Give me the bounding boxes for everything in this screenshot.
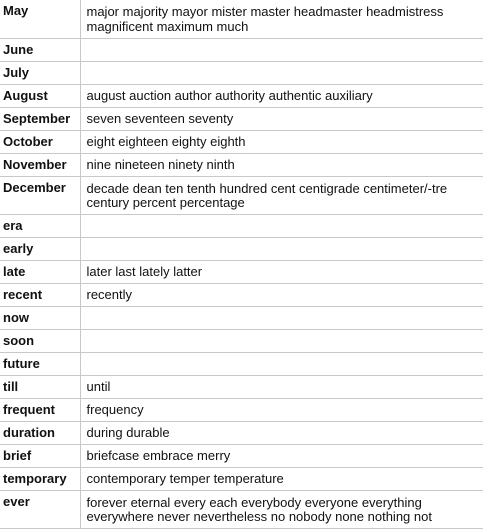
table-row (0, 467, 483, 490)
related-words-cell: recently (80, 283, 483, 306)
related-words-cell: forever eternal every each everybody everyone everything everywhere never nevertheless no nobody none nothing not (80, 490, 483, 528)
term-cell: till (0, 375, 80, 398)
term-cell: July (0, 61, 80, 84)
table-row (0, 237, 483, 260)
term-cell: soon (0, 329, 80, 352)
related-words-cell (80, 214, 483, 237)
table-row (0, 421, 483, 444)
related-words-cell (80, 352, 483, 375)
table-row (0, 214, 483, 237)
term-cell: June (0, 38, 80, 61)
related-words-cell: august auction author authority authentic auxiliary (80, 84, 483, 107)
table-row (0, 260, 483, 283)
term-cell: December (0, 176, 80, 214)
related-words-cell: eight eighteen eighty eighth (80, 130, 483, 153)
term-cell: era (0, 214, 80, 237)
term-cell: late (0, 260, 80, 283)
related-words-cell: frequency (80, 398, 483, 421)
table-row (0, 375, 483, 398)
term-cell: future (0, 352, 80, 375)
related-words-cell: contemporary temper temperature (80, 467, 483, 490)
related-words-cell: during durable (80, 421, 483, 444)
table-row (0, 176, 483, 214)
table-row (0, 444, 483, 467)
related-words-cell: seven seventeen seventy (80, 107, 483, 130)
table-row (0, 0, 483, 38)
related-words-cell (80, 306, 483, 329)
table-row (0, 398, 483, 421)
term-cell: frequent (0, 398, 80, 421)
table-row (0, 107, 483, 130)
term-cell: May (0, 0, 80, 38)
term-cell: August (0, 84, 80, 107)
related-words-cell (80, 38, 483, 61)
table-row (0, 306, 483, 329)
term-cell: brief (0, 444, 80, 467)
table-row (0, 329, 483, 352)
related-words-cell: later last lately latter (80, 260, 483, 283)
term-cell: now (0, 306, 80, 329)
related-words-cell: until (80, 375, 483, 398)
term-cell: November (0, 153, 80, 176)
related-words-cell: major majority mayor mister master headmaster headmistress magnificent maximum much (80, 0, 483, 38)
related-words-cell: decade dean ten tenth hundred cent centigrade centimeter/-tre century percent percentage (80, 176, 483, 214)
related-words-cell (80, 237, 483, 260)
related-words-cell (80, 329, 483, 352)
term-cell: early (0, 237, 80, 260)
table-row (0, 153, 483, 176)
related-words-cell (80, 61, 483, 84)
term-cell: duration (0, 421, 80, 444)
table-row (0, 283, 483, 306)
term-cell: September (0, 107, 80, 130)
table-row (0, 38, 483, 61)
table-row (0, 490, 483, 528)
term-cell: recent (0, 283, 80, 306)
table-row (0, 130, 483, 153)
related-words-cell: briefcase embrace merry (80, 444, 483, 467)
term-cell: temporary (0, 467, 80, 490)
table-row (0, 61, 483, 84)
term-cell: October (0, 130, 80, 153)
table-row (0, 352, 483, 375)
term-cell: ever (0, 490, 80, 528)
related-words-cell: nine nineteen ninety ninth (80, 153, 483, 176)
table-row (0, 84, 483, 107)
